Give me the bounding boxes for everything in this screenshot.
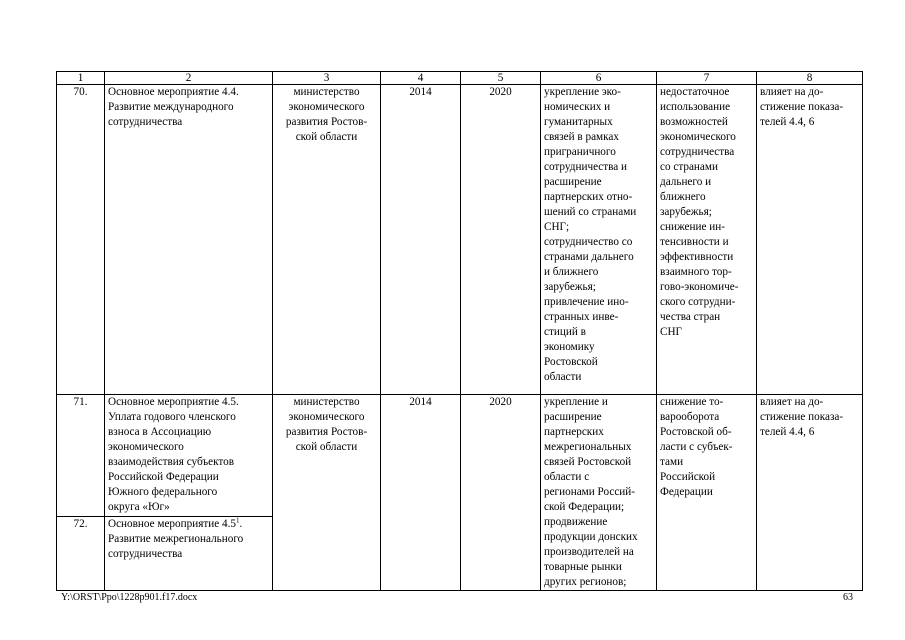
table-row <box>57 395 863 517</box>
measures-table <box>56 71 863 591</box>
consequence-cell <box>657 85 757 395</box>
executor-cell <box>273 395 381 591</box>
col-header-8: 8 <box>757 72 863 85</box>
col-header-1: 1 <box>57 72 105 85</box>
link-cell <box>757 395 863 591</box>
result-text: укрепление эко- номических и гуманитарных связей в рамках приграничного сотрудничества и расширение партнерских отно- шений со странами СНГ; сотрудничество со странами дальнего и ближнего зарубежья; привлечение ино- странных инве- стиций в экономику Ростовской области <box>544 86 637 383</box>
end-year-cell <box>461 85 541 395</box>
start-year-text: 2014 <box>409 86 432 98</box>
row-number-text: 71. <box>73 396 88 408</box>
start-year-cell <box>381 395 461 591</box>
consequence-text: снижение то- варооборота Ростовской об- ласти с субъек- тами Российской Федерации <box>660 396 733 498</box>
col-header-2: 2 <box>105 72 273 85</box>
footer-file-path: Y:\ORST\Ppo\1228p901.f17.docx <box>61 592 198 603</box>
event-cell: Основное мероприятие $4.5^1$. Развитие межрегионального сотрудничества <box>105 516 273 590</box>
end-year-text: 2020 <box>489 396 512 408</box>
end-year-text: 2020 <box>489 86 512 98</box>
result-cell <box>541 395 657 591</box>
event-cell <box>105 395 273 517</box>
executor-text: министерство экономического развития Ростов- ской области <box>285 86 368 143</box>
table-row <box>57 85 863 395</box>
executor-cell <box>273 85 381 395</box>
end-year-cell <box>461 395 541 591</box>
col-header-5: 5 <box>461 72 541 85</box>
result-cell <box>541 85 657 395</box>
row-number <box>57 395 105 517</box>
start-year-cell <box>381 85 461 395</box>
col-header-7: 7 <box>657 72 757 85</box>
event-superscript: 1 <box>235 515 240 524</box>
link-text: влияет на до- стижение показа- телей 4.4, 6 <box>760 396 844 438</box>
consequence-cell <box>657 395 757 591</box>
event-text: Развитие межрегионального сотрудничества <box>108 532 244 560</box>
result-text: укрепление и расширение партнерских межрегиональных связей Ростовской области с регионами Россий- ской Федерации; продвижение продукции донских производителей на товарные рынки других регионов; <box>544 396 638 588</box>
link-cell <box>757 85 863 395</box>
row-number <box>57 85 105 395</box>
event-text: Основное мероприятие 4.5. Уплата годового членского взноса в Ассоциацию экономического взаимодействия субъектов Российской Федерации Южного федерального округа «Юг» <box>108 396 239 513</box>
table-header-row <box>57 72 863 85</box>
row-number <box>57 516 105 590</box>
link-text: влияет на до- стижение показа- телей 4.4, 6 <box>760 86 844 128</box>
footer-page-number: 63 <box>843 592 853 603</box>
start-year-text: 2014 <box>409 396 432 408</box>
event-text: Основное мероприятие 4.4. Развитие международного сотрудничества <box>108 86 239 128</box>
row-number-text: 70. <box>73 86 88 98</box>
col-header-4: 4 <box>381 72 461 85</box>
event-title-text: Основное мероприятие 4.5 <box>108 517 236 530</box>
event-cell <box>105 85 273 395</box>
col-header-6: 6 <box>541 72 657 85</box>
consequence-text: недостаточное использование возможностей экономического сотрудничества со странами дальнего и ближнего зарубежья; снижение ин- тенсивности и эффективности взаимного тор- гово-экономиче- ского сотрудни- чества стран СНГ <box>660 86 739 338</box>
col-header-3: 3 <box>273 72 381 85</box>
row-number-text: 72. <box>73 517 88 530</box>
executor-text: министерство экономического развития Ростов- ской области <box>285 396 368 453</box>
